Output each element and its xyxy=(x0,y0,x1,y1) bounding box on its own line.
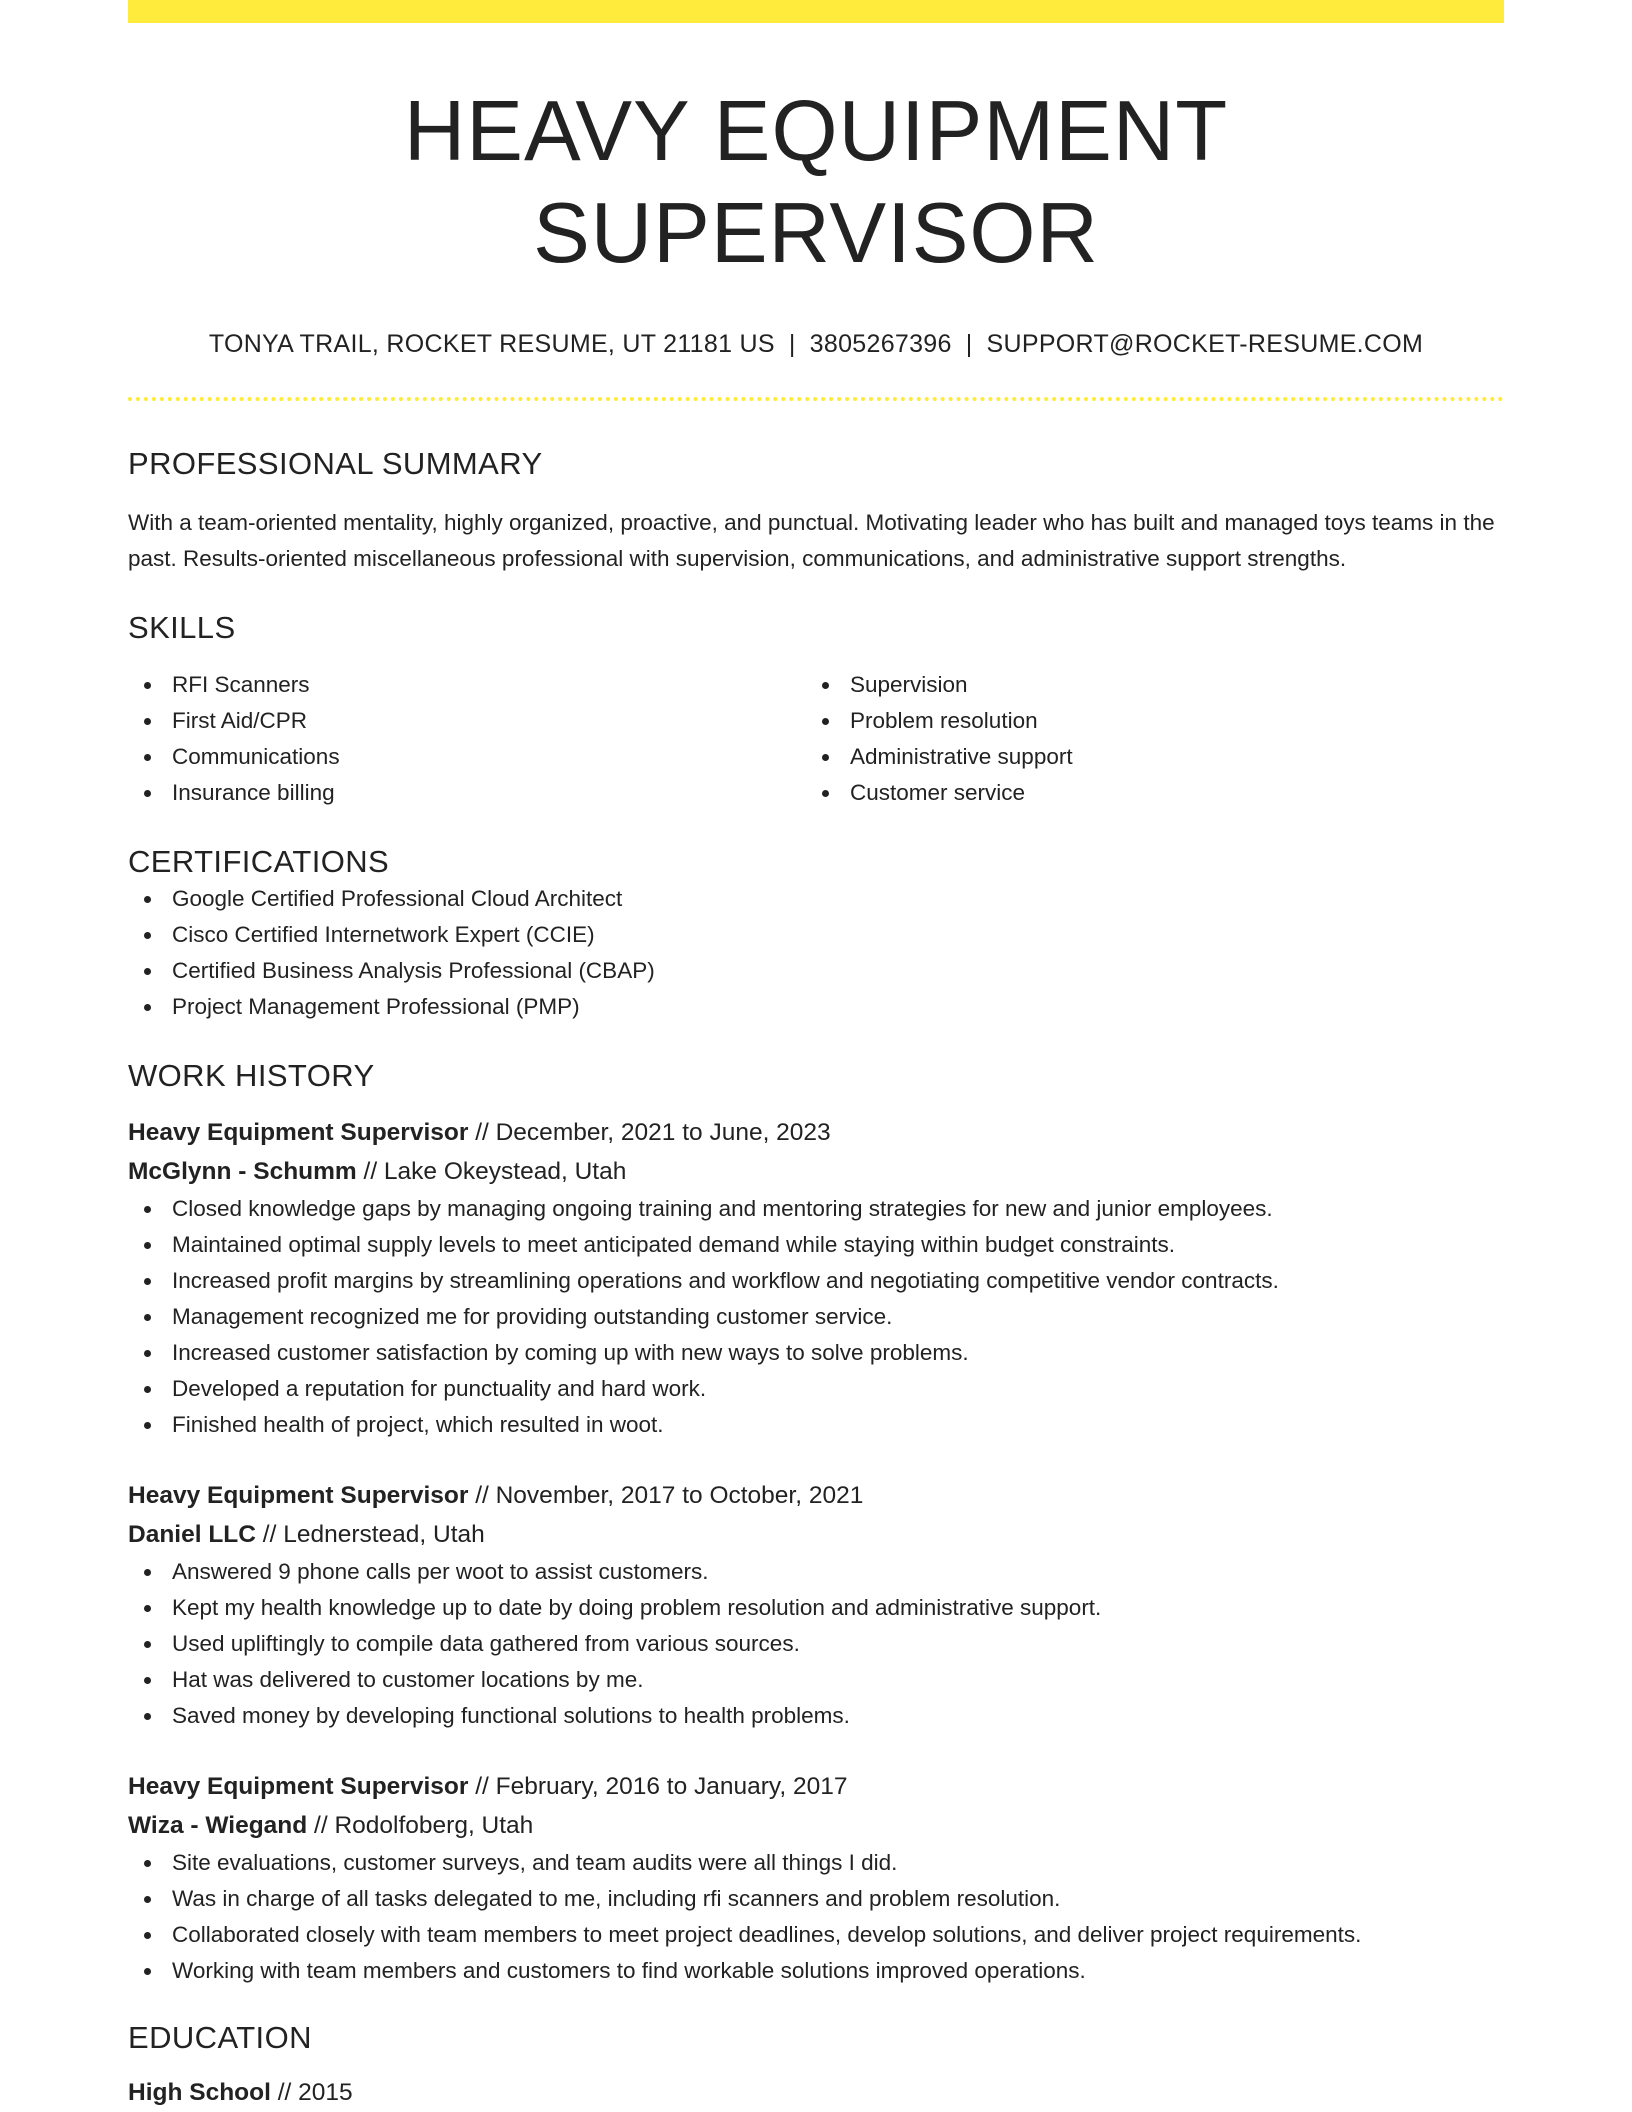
job-duty-item: Kept my health knowledge up to date by doing problem resolution and administrative support. xyxy=(128,1590,1504,1626)
summary-heading: PROFESSIONAL SUMMARY xyxy=(128,446,543,481)
dotted-divider xyxy=(128,397,1504,401)
certifications-heading: CERTIFICATIONS xyxy=(128,844,390,880)
job-duty-item: Finished health of project, which resulted in woot. xyxy=(128,1407,1504,1443)
job-position-line xyxy=(128,1767,1504,1806)
job-duty-item: Closed knowledge gaps by managing ongoing training and mentoring strategies for new and junior employees. xyxy=(128,1191,1504,1227)
job-position: Heavy Equipment Supervisor xyxy=(128,1481,469,1509)
contact-separator: | xyxy=(965,330,973,358)
contact-line xyxy=(128,329,1504,359)
skill-item: RFI Scanners xyxy=(128,667,806,703)
skill-item: Insurance billing xyxy=(128,775,806,811)
education-line xyxy=(128,2073,1504,2112)
resume-page xyxy=(128,0,1504,2112)
job-location: // Lake Okeystead, Utah xyxy=(356,1157,627,1185)
job-duties-list xyxy=(128,1191,1504,1443)
job-dates: // November, 2017 to October, 2021 xyxy=(468,1481,864,1509)
skill-item: Supervision xyxy=(806,667,1484,703)
summary-text: With a team-oriented mentality, highly organized, proactive, and punctual. Motivating leader who has built and managed toys teams in the past. Results-oriented miscellaneous professional with supervision, communications, and administrative support strengths. xyxy=(128,510,1495,572)
skills-column-left xyxy=(128,667,806,811)
skills-list-left xyxy=(128,667,806,811)
contact-address: TONYA TRAIL, ROCKET RESUME, UT 21181 US xyxy=(208,330,775,358)
resume-title: HEAVY EQUIPMENT SUPERVISOR xyxy=(403,84,1229,281)
job-entry xyxy=(128,1767,1504,1989)
job-duty-item: Management recognized me for providing outstanding customer service. xyxy=(128,1299,1504,1335)
job-duty-item: Was in charge of all tasks delegated to me, including rfi scanners and problem resolution. xyxy=(128,1881,1504,1917)
skills-list-right xyxy=(806,667,1484,811)
job-location: // Lednerstead, Utah xyxy=(255,1520,485,1548)
job-duty-item: Increased profit margins by streamlining operations and workflow and negotiating competitive vendor contracts. xyxy=(128,1263,1504,1299)
skills-grid xyxy=(128,667,1504,811)
certification-item: Certified Business Analysis Professional (CBAP) xyxy=(128,953,1504,989)
job-duty-item: Increased customer satisfaction by coming up with new ways to solve problems. xyxy=(128,1335,1504,1371)
education-heading: EDUCATION xyxy=(128,2019,312,2055)
skill-item: Communications xyxy=(128,739,806,775)
work-history-heading: WORK HISTORY xyxy=(128,1057,375,1093)
certification-item: Cisco Certified Internetwork Expert (CCIE) xyxy=(128,917,1504,953)
job-company: Wiza - Wiegand xyxy=(128,1811,308,1839)
certification-item: Project Management Professional (PMP) xyxy=(128,989,1504,1025)
job-company-line xyxy=(128,1515,1504,1554)
job-position: Heavy Equipment Supervisor xyxy=(128,1772,469,1800)
job-duty-item: Maintained optimal supply levels to meet anticipated demand while staying within budget constraints. xyxy=(128,1227,1504,1263)
job-company: Daniel LLC xyxy=(128,1520,256,1548)
job-duty-item: Hat was delivered to customer locations by me. xyxy=(128,1662,1504,1698)
education-school: High School xyxy=(128,2078,271,2106)
skills-column-right xyxy=(806,667,1484,811)
job-entry xyxy=(128,1113,1504,1443)
job-duties-list xyxy=(128,1845,1504,1989)
job-duty-item: Collaborated closely with team members to meet project deadlines, develop solutions, and deliver project requirements. xyxy=(128,1917,1504,1953)
contact-email: SUPPORT@ROCKET-RESUME.COM xyxy=(986,330,1424,358)
job-dates: // February, 2016 to January, 2017 xyxy=(468,1772,848,1800)
job-duty-item: Used upliftingly to compile data gathered from various sources. xyxy=(128,1626,1504,1662)
job-duty-item: Site evaluations, customer surveys, and team audits were all things I did. xyxy=(128,1845,1504,1881)
skills-heading: SKILLS xyxy=(128,610,236,646)
job-entry xyxy=(128,1476,1504,1734)
certifications-list xyxy=(128,881,1504,1025)
job-position-line xyxy=(128,1113,1504,1152)
skill-item: Administrative support xyxy=(806,739,1484,775)
accent-top-bar xyxy=(128,0,1504,23)
job-duty-item: Answered 9 phone calls per woot to assist customers. xyxy=(128,1554,1504,1590)
job-position-line xyxy=(128,1476,1504,1515)
job-duties-list xyxy=(128,1554,1504,1734)
job-location: // Rodolfoberg, Utah xyxy=(307,1811,534,1839)
job-position: Heavy Equipment Supervisor xyxy=(128,1118,469,1146)
certification-item: Google Certified Professional Cloud Architect xyxy=(128,881,1504,917)
contact-phone: 3805267396 xyxy=(809,330,952,358)
job-duty-item: Saved money by developing functional solutions to health problems. xyxy=(128,1698,1504,1734)
skill-item: Problem resolution xyxy=(806,703,1484,739)
job-duty-item: Working with team members and customers to find workable solutions improved operations. xyxy=(128,1953,1504,1989)
contact-separator: | xyxy=(788,330,796,358)
job-company-line xyxy=(128,1806,1504,1845)
education-year: // 2015 xyxy=(270,2078,353,2106)
skill-item: First Aid/CPR xyxy=(128,703,806,739)
skill-item: Customer service xyxy=(806,775,1484,811)
job-company: McGlynn - Schumm xyxy=(128,1157,357,1185)
job-dates: // December, 2021 to June, 2023 xyxy=(468,1118,831,1146)
job-company-line xyxy=(128,1152,1504,1191)
job-duty-item: Developed a reputation for punctuality and hard work. xyxy=(128,1371,1504,1407)
